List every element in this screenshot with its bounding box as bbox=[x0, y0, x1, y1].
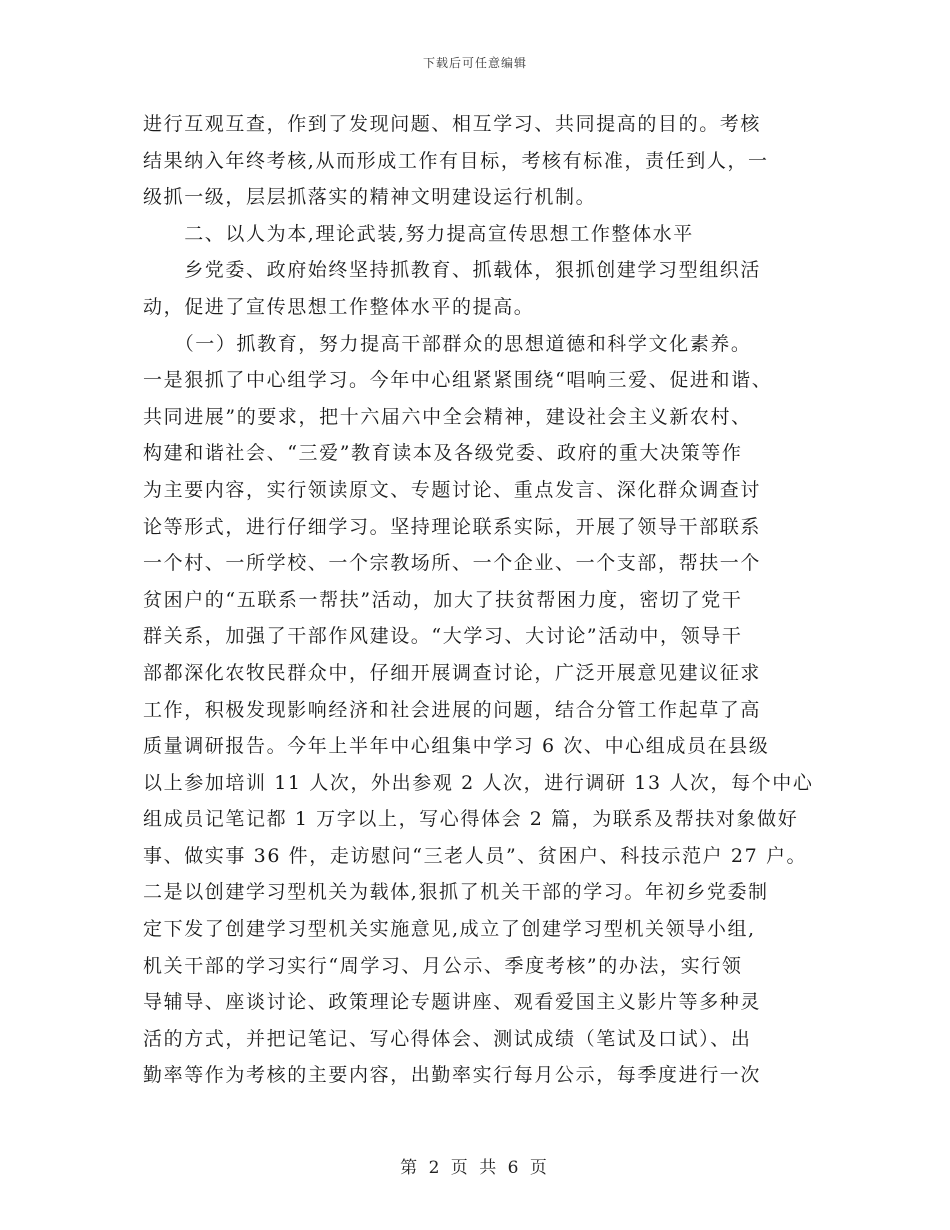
body-line: 组成员记笔记都 1 万字以上，写心得体会 2 篇，为联系及帮扶对象做好 bbox=[143, 808, 799, 831]
body-line: 结果纳入年终考核,从而形成工作有目标，考核有标准，责任到人，一 bbox=[143, 149, 769, 172]
body-line: 进行互观互查，作到了发现问题、相互学习、共同提高的目的。考核 bbox=[143, 113, 762, 135]
body-line: 论等形式，进行仔细学习。坚持理论联系实际，开展了领导干部联系 bbox=[143, 515, 762, 538]
body-line: 共同进展”的要求，把十六届六中全会精神，建设社会主义新农村、 bbox=[143, 405, 752, 428]
body-line: 群关系，加强了干部作风建设。“大学习、大讨论”活动中，领导干 bbox=[143, 625, 743, 648]
body-line: 定下发了创建学习型机关实施意见,成立了创建学习型机关领导小组, bbox=[143, 918, 756, 941]
body-line: 以上参加培训 11 人次，外出参观 2 人次，进行调研 13 人次，每个中心 bbox=[143, 771, 814, 794]
body-line: 二是以创建学习型机关为载体,狠抓了机关干部的学习。年初乡党委制 bbox=[143, 881, 769, 904]
body-line: 部都深化农牧民群众中，仔细开展调查讨论，广泛开展意见建议征求 bbox=[143, 661, 762, 684]
page-header: 下载后可任意编辑 bbox=[422, 56, 527, 70]
section-heading: 二、以人为本,理论武装,努力提高宣传思想工作整体水平 bbox=[143, 222, 694, 245]
body-line: 活的方式，并把记笔记、写心得体会、测试成绩（笔试及口试）、出 bbox=[143, 1027, 752, 1050]
body-line: 为主要内容，实行领读原文、专题讨论、重点发言、深化群众调查讨 bbox=[143, 478, 762, 501]
body-line: 贫困户的“五联系一帮扶”活动，加大了扶贫帮困力度，密切了党干 bbox=[143, 588, 743, 611]
body-line: 一个村、一所学校、一个宗教场所、一个企业、一个支部，帮扶一个 bbox=[143, 552, 762, 575]
body-line: 机关干部的学习实行“周学习、月公示、季度考核”的办法，实行领 bbox=[143, 954, 743, 977]
page-footer: 第 2 页 共 6 页 bbox=[400, 1158, 550, 1178]
subsection-heading: （一）抓教育，努力提高干部群众的思想道德和科学文化素养。 bbox=[143, 332, 752, 355]
body-line: 一是狠抓了中心组学习。今年中心组紧紧围绕“唱响三爱、促进和谐、 bbox=[143, 369, 773, 392]
body-line: 导辅导、座谈讨论、政策理论专题讲座、观看爱国主义影片等多种灵 bbox=[143, 991, 762, 1014]
body-line: 动，促进了宣传思想工作整体水平的提高。 bbox=[143, 295, 535, 318]
body-line: 乡党委、政府始终坚持抓教育、抓载体，狠抓创建学习型组织活 bbox=[143, 259, 762, 282]
body-line: 勤率等作为考核的主要内容，出勤率实行每月公示，每季度进行一次 bbox=[143, 1064, 762, 1087]
body-line: 质量调研报告。今年上半年中心组集中学习 6 次、中心组成员在县级 bbox=[143, 735, 770, 758]
body-line: 级抓一级，层层抓落实的精神文明建设运行机制。 bbox=[143, 186, 597, 209]
body-line: 工作，积极发现影响经济和社会进展的问题，结合分管工作起草了高 bbox=[143, 698, 762, 721]
document-body bbox=[143, 106, 823, 1094]
body-line: 构建和谐社会、“三爱”教育读本及各级党委、政府的重大决策等作 bbox=[143, 442, 743, 465]
body-line: 事、做实事 36 件，走访慰问“三老人员”、贫困户、科技示范户 27 户。 bbox=[143, 844, 808, 867]
